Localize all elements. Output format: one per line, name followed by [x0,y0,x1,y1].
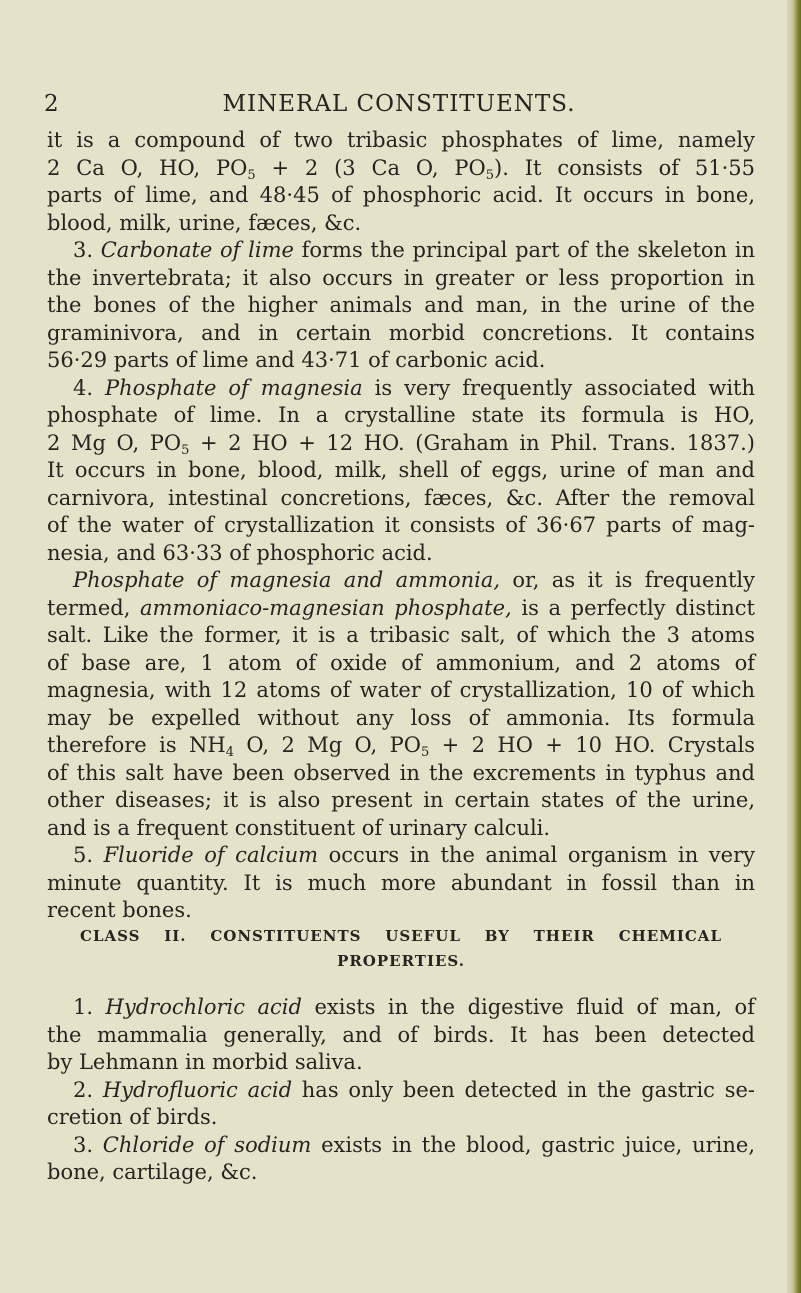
text-line: salt. Like the former, it is a tribasic salt, of which the 3 atoms [47,623,755,647]
text-line: the mammalia generally, and of birds. It has been detected [47,1022,755,1047]
text-line: blood, milk, urine, fæces, &c. [47,210,362,235]
text-line: and is a frequent constituent of urinary calculi. [47,815,551,840]
main-text [47,127,755,925]
text-line: other diseases; it is also present in certain states of the urine, [47,788,755,812]
text-line: therefore is $NH_4$ O, 2 Mg O, $PO_5 + 2$ HO + 10 HO. Crystals [47,733,755,760]
text-line: phosphate of lime. In a crystalline state its formula is HO, [47,403,755,427]
text-line: recent bones. [47,898,192,922]
text-line: Phosphate of magnesia and ammonia, or, as it is frequently [73,568,755,592]
text-line: magnesia, with 12 atoms of water of crystallization, 10 of which [47,678,755,702]
text-line: termed, ammoniaco-magnesian phosphate, is a perfectly distinct [47,595,755,620]
text-line: minute quantity. It is much more abundant in fossil than in [47,870,755,895]
text-line: of this salt have been observed in the excrements in typhus and [47,760,755,785]
text-line: 2 Mg O, $PO_5 + 2$ HO + 12 HO. (Graham in Phil. Trans. 1837.) [47,430,755,458]
class-heading-line: PROPERTIES. [337,952,465,970]
text-line: graminivora, and in certain morbid concretions. It contains [47,320,755,345]
text-line: 2. Hydrofluoric acid has only been detected in the gastric se- [73,1077,755,1102]
text-line: 5. Fluoride of calcium occurs in the animal organism in very [73,843,755,867]
class-two-text [47,994,755,1187]
class-heading [80,924,722,974]
text-line: cretion of birds. [47,1105,218,1129]
text-line: bone, cartilage, &c. [47,1160,258,1184]
text-line: 1. Hydrochloric acid exists in the digestive fluid of man, of [73,995,755,1019]
text-line: It occurs in bone, blood, milk, shell of eggs, urine of man and [47,458,755,482]
running-head: MINERAL CONSTITUENTS. [222,91,576,117]
text-line: 3. Carbonate of lime forms the principal part of the skeleton in [73,238,755,262]
text-line: of the water of crystallization it consists of 36·67 parts of mag- [47,513,755,537]
text-line: 2 Ca O, HO, $PO_5 + 2$ (3 Ca O, $PO_5$). It consists of 51·55 [47,155,755,183]
text-line: 56·29 parts of lime and 43·71 of carbonic acid. [47,348,546,372]
text-line: of base are, 1 atom of oxide of ammonium, and 2 atoms of [47,650,755,675]
text-line: the invertebrata; it also occurs in greater or less proportion in [47,265,755,290]
text-line: the bones of the higher animals and man, in the urine of the [47,293,755,317]
text-line: 4. Phosphate of magnesia is very frequently associated with [73,375,756,400]
text-line: carnivora, intestinal concretions, fæces, &c. After the removal [47,485,755,510]
text-line: may be expelled without any loss of ammonia. Its formula [47,705,755,730]
text-line: nesia, and 63·33 of phosphoric acid. [47,540,433,565]
text-line: it is a compound of two tribasic phosphates of lime, namely [47,128,755,152]
class-heading-line: CLASS II. CONSTITUENTS USEFUL BY THEIR CHEMICAL [80,927,722,945]
text-line: by Lehmann in morbid saliva. [47,1050,363,1074]
text-line: 3. Chloride of sodium exists in the blood, gastric juice, urine, [73,1132,755,1157]
page-number: 2 [44,91,59,117]
text-line: parts of lime, and 48·45 of phosphoric acid. It occurs in bone, [47,183,755,207]
page-header [44,86,754,122]
page-edge-shadow [787,0,801,1293]
